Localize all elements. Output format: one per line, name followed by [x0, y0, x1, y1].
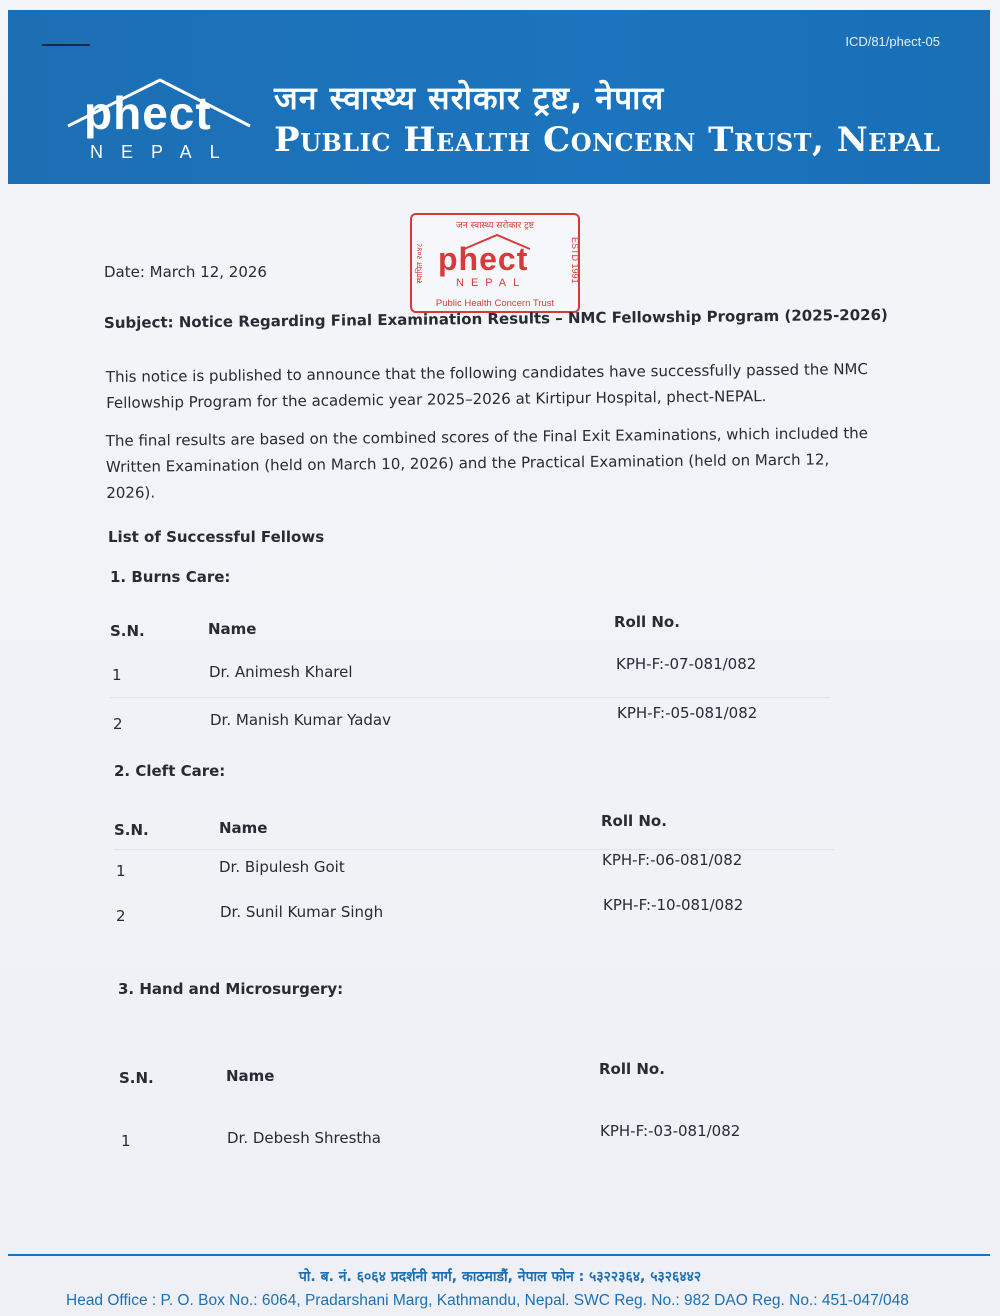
table-row-name: Dr. Sunil Kumar Singh	[220, 903, 384, 921]
col-header-sn: S.N.	[110, 622, 145, 640]
table-row-sn: 2	[113, 715, 123, 733]
col-header-roll: Roll No.	[601, 812, 667, 830]
notice-paragraph-2: The final results are based on the combined scores of the Final Exit Examinations, which included the Written Examination (held on March 10, 2026) and the Practical Examination (held on March 12, 2026).	[105, 424, 869, 502]
logo-subtitle: NEPAL	[90, 142, 238, 162]
list-heading: List of Successful Fellows	[108, 528, 325, 546]
table-row-roll: KPH-F:-05-081/082	[617, 704, 758, 722]
table-row-roll: KPH-F:-07-081/082	[616, 655, 757, 673]
official-stamp	[410, 213, 580, 313]
section-title-hand-microsurgery: 3. Hand and Microsurgery:	[118, 980, 344, 998]
col-header-name: Name	[208, 620, 257, 638]
stamp-bottom-text: Public Health Concern Trust	[435, 298, 555, 309]
row-divider	[110, 697, 830, 698]
row-divider	[114, 849, 834, 850]
footer-address-english: Head Office : P. O. Box No.: 6064, Pradarshani Marg, Kathmandu, Nepal. SWC Reg. No.: 982 DAO Reg. No.: 451-047/048	[66, 1292, 909, 1309]
phect-logo	[64, 74, 254, 174]
notice-date: Date: March 12, 2026	[104, 263, 267, 281]
section-title-cleft-care: 2. Cleft Care:	[114, 762, 226, 780]
table-row-name: Dr. Debesh Shrestha	[227, 1129, 381, 1147]
footer-address-nepali: पो. ब. नं. ६०६४ प्रदर्शनी मार्ग, काठमाडौं, नेपाल फोन : ५३२२३६४, ५३२६४४२	[298, 1269, 702, 1285]
table-row-name: Dr. Manish Kumar Yadav	[210, 711, 391, 729]
logo-wordmark: phect	[84, 87, 212, 139]
table-row-name: Dr. Bipulesh Goit	[219, 858, 345, 876]
org-title-nepali: जन स्वास्थ्य सरोकार ट्रष्ट, नेपाल	[274, 79, 665, 117]
table-row-roll: KPH-F:-10-081/082	[603, 896, 744, 914]
col-header-roll: Roll No.	[599, 1060, 665, 1078]
stamp-top-text: जन स्वास्थ्य सरोकार ट्रष्ट	[456, 221, 534, 231]
notice-paragraph-1: This notice is published to announce that the following candidates have successfully passed the NMC Fellowship Program for the academic year 2025–2026 at Kirtipur Hospital, phect-NEPAL.	[105, 360, 869, 412]
col-header-sn: S.N.	[114, 821, 149, 839]
table-row-sn: 1	[112, 666, 122, 684]
stamp-left-text: स्थापित २०४८	[415, 243, 424, 284]
table-row-roll: KPH-F:-06-081/082	[602, 851, 743, 869]
letterhead-banner	[8, 10, 990, 184]
col-header-name: Name	[226, 1067, 275, 1085]
table-row-sn: 2	[116, 907, 126, 925]
footer-divider	[8, 1254, 990, 1256]
org-title-english: Public Health Concern Trust, Nepal	[274, 120, 941, 160]
table-row-name: Dr. Animesh Kharel	[209, 663, 353, 681]
table-row-sn: 1	[121, 1132, 131, 1150]
table-row-sn: 1	[116, 862, 126, 880]
col-header-name: Name	[219, 819, 268, 837]
notice-subject: Subject: Notice Regarding Final Examination Results – NMC Fellowship Program (2025-2026)	[103, 305, 888, 332]
col-header-roll: Roll No.	[614, 613, 680, 631]
table-row-roll: KPH-F:-03-081/082	[600, 1122, 741, 1140]
reference-code: ICD/81/phect-05	[845, 34, 940, 49]
stamp-side-text: ESTD 1991	[570, 237, 580, 284]
corner-mark	[42, 44, 90, 46]
col-header-sn: S.N.	[119, 1069, 154, 1087]
stamp-subtitle: NEPAL	[456, 277, 527, 289]
stamp-wordmark: phect	[438, 241, 529, 277]
section-title-burns-care: 1. Burns Care:	[110, 568, 231, 586]
